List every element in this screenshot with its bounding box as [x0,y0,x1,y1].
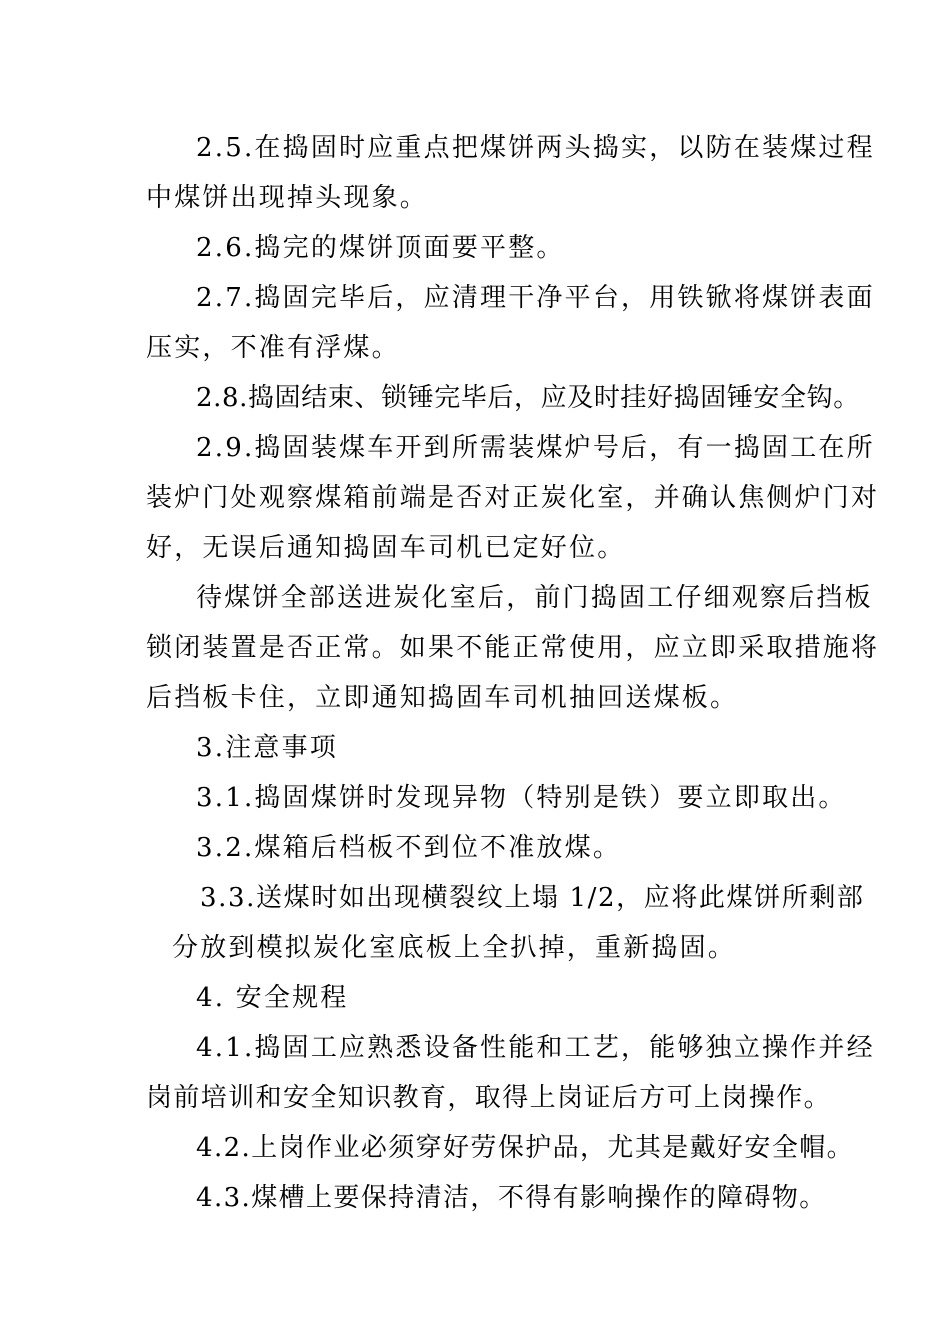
paragraph-2-5-line-2: 中煤饼出现掉头现象。 [146,183,429,213]
paragraph-3-1: 3.1.捣固煤饼时发现异物（特别是铁）要立即取出。 [196,783,847,813]
paragraph-4-1-line-2: 岗前培训和安全知识教育，取得上岗证后方可上岗操作。 [146,1083,832,1113]
section-heading-4: 4. 安全规程 [196,983,349,1013]
paragraph-4-1-line-1: 4.1.捣固工应熟悉设备性能和工艺，能够独立操作并经 [196,1033,875,1063]
paragraph-2-7-line-2: 压实，不准有浮煤。 [146,333,400,363]
paragraph-2-9-line-1: 2.9.捣固装煤车开到所需装煤炉号后，有一捣固工在所 [196,433,875,463]
paragraph-3-3-line-2: 分放到模拟炭化室底板上全扒掉，重新捣固。 [172,933,737,963]
paragraph-coal-line-3: 后挡板卡住，立即通知捣固车司机抽回送煤板。 [146,683,739,713]
section-heading-3: 3.注意事项 [196,733,339,763]
paragraph-2-5-line-1: 2.5.在捣固时应重点把煤饼两头捣实，以防在装煤过程 [196,133,875,163]
paragraph-2-9-line-2: 装炉门处观察煤箱前端是否对正炭化室，并确认焦侧炉门对 [146,483,880,513]
paragraph-4-2: 4.2.上岗作业必须穿好劳保护品，尤其是戴好安全帽。 [196,1133,855,1163]
paragraph-2-9-line-3: 好，无误后通知捣固车司机已定好位。 [146,533,626,563]
paragraph-3-3-line-1: 3.3.送煤时如出现横裂纹上塌 1/2，应将此煤饼所剩部 [200,883,865,913]
paragraph-2-8: 2.8.捣固结束、锁锤完毕后，应及时挂好捣固锤安全钩。 [196,383,860,413]
paragraph-coal-line-2: 锁闭装置是否正常。如果不能正常使用，应立即采取措施将 [146,633,880,663]
paragraph-2-7-line-1: 2.7.捣固完毕后，应清理干净平台，用铁锨将煤饼表面 [196,283,875,313]
paragraph-4-3: 4.3.煤槽上要保持清洁，不得有影响操作的障碍物。 [196,1183,827,1213]
paragraph-3-2: 3.2.煤箱后档板不到位不准放煤。 [196,833,622,863]
paragraph-coal-line-1: 待煤饼全部送进炭化室后，前门捣固工仔细观察后挡板 [196,583,873,613]
paragraph-2-6: 2.6.捣完的煤饼顶面要平整。 [196,233,565,263]
